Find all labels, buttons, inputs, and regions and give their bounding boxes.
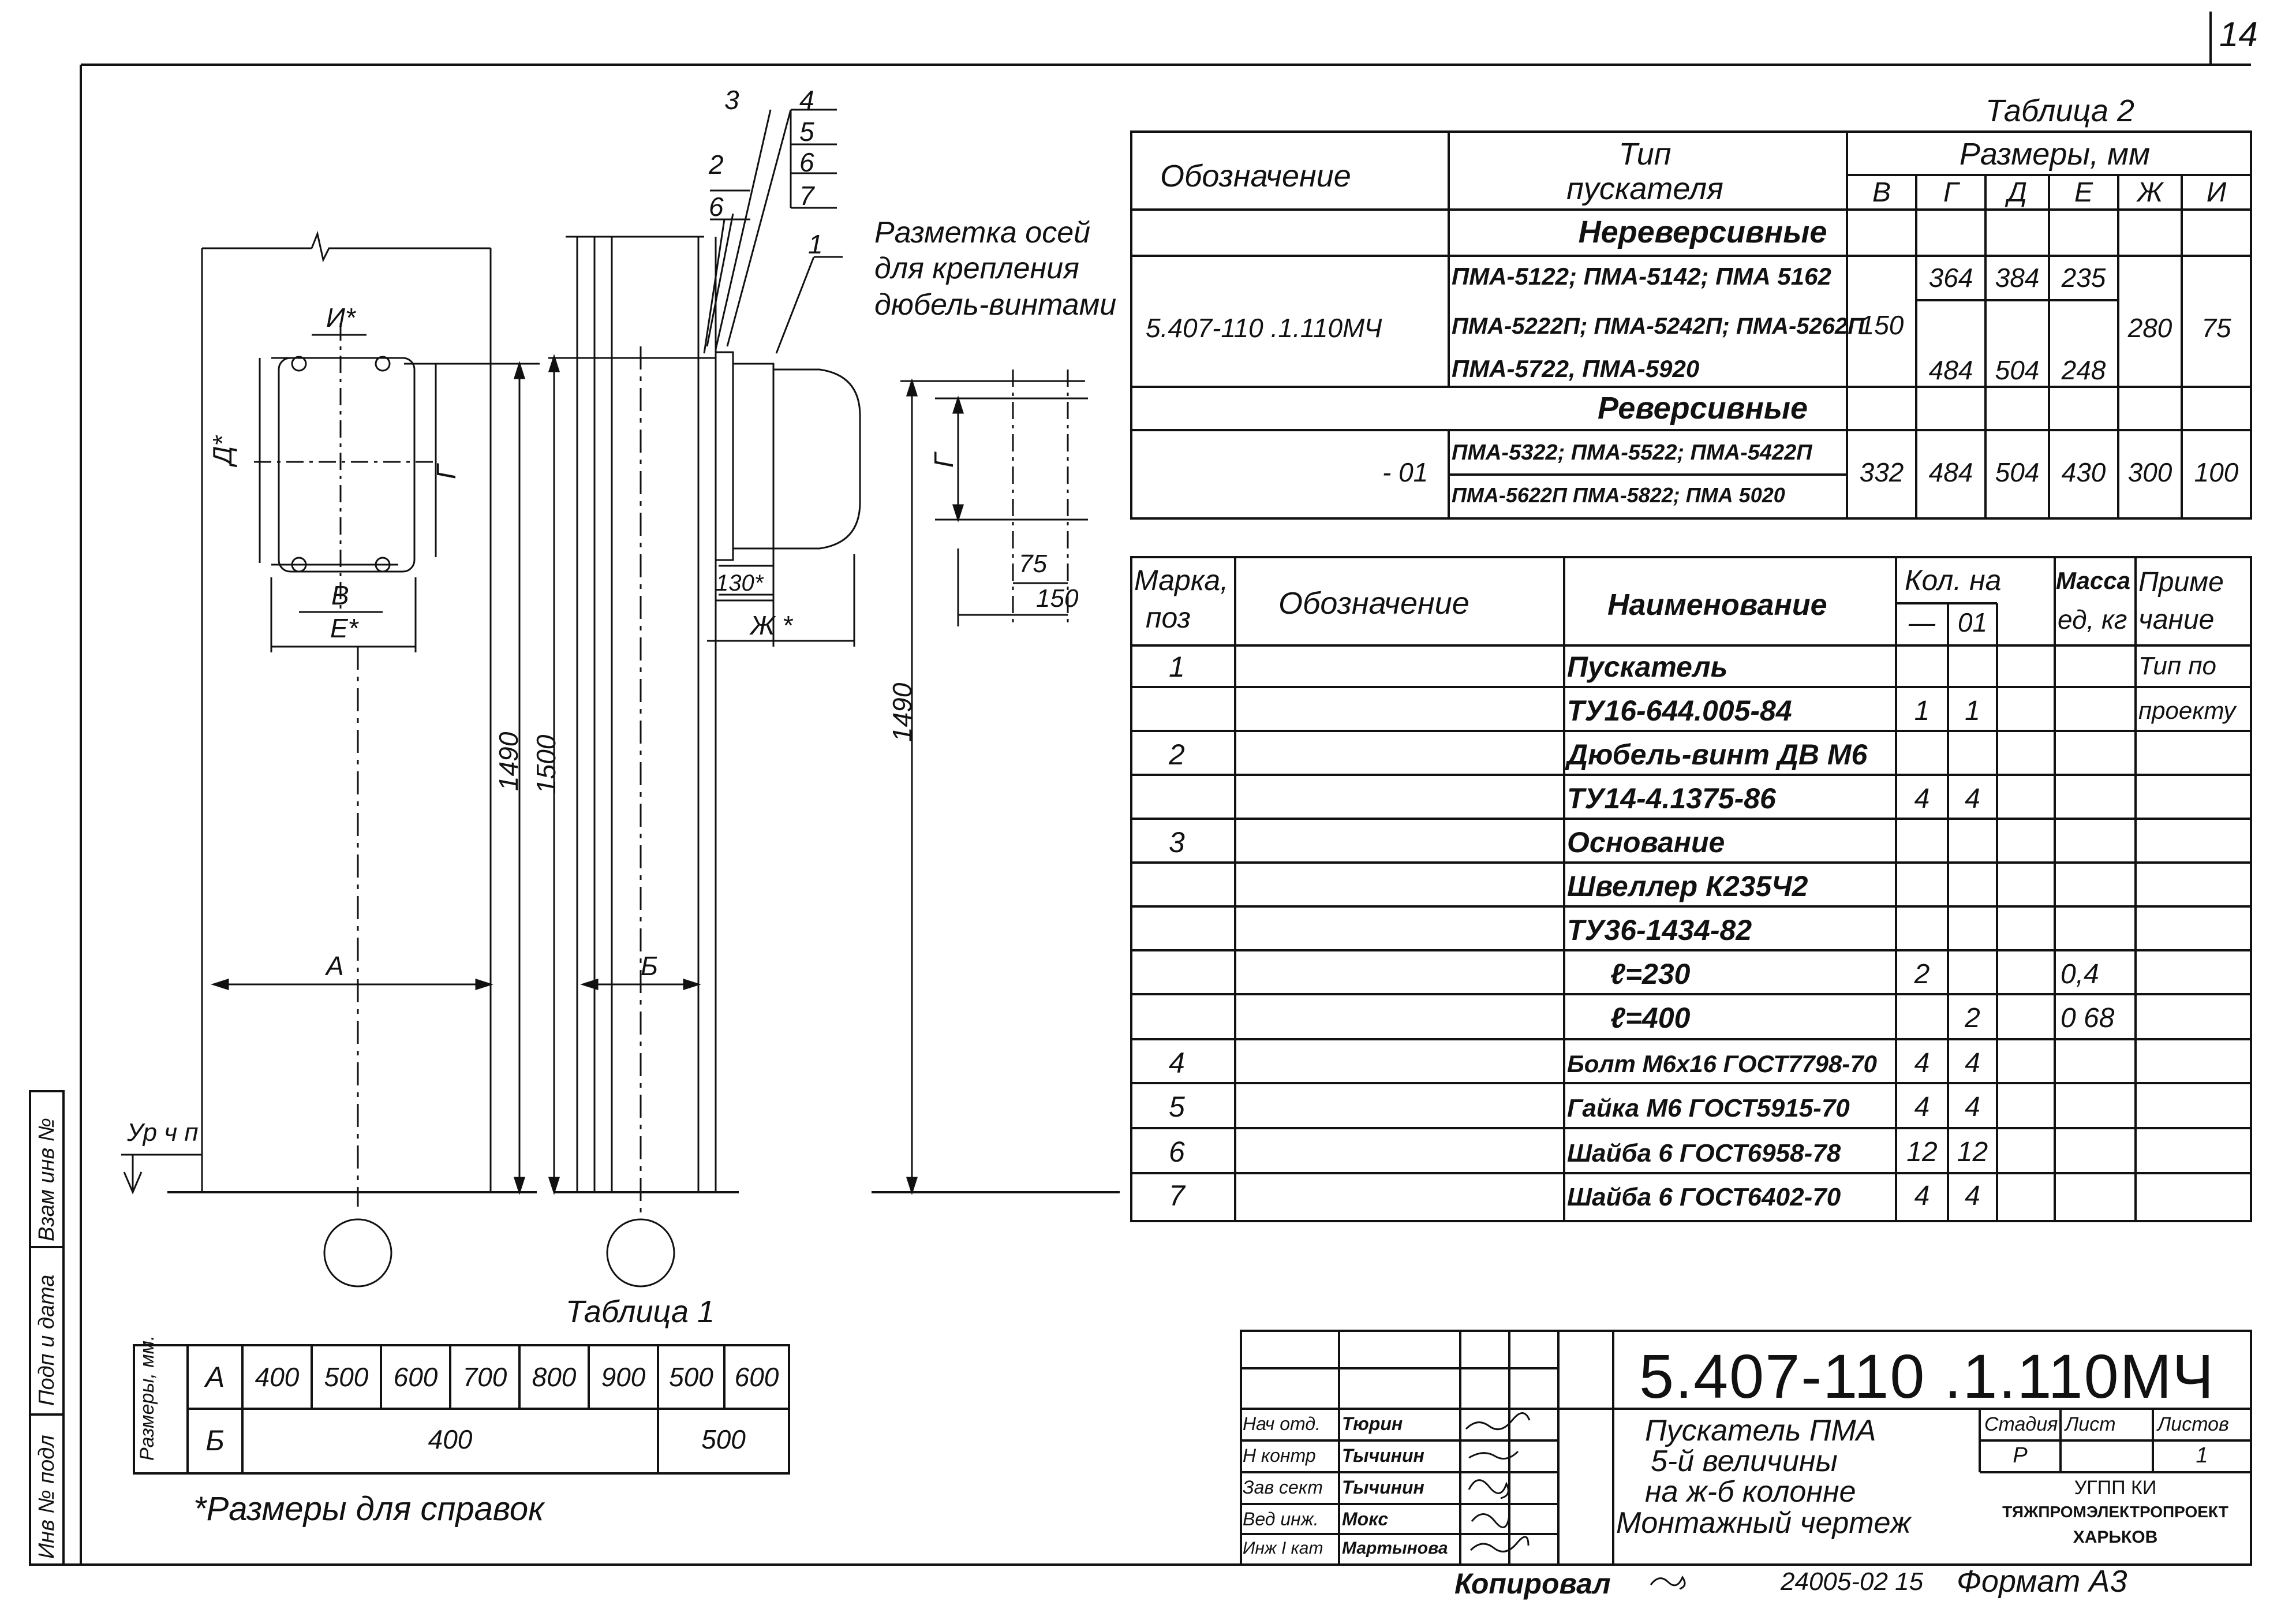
spec-row-name: ТУ36-1434-82 bbox=[1567, 914, 1752, 946]
spec-row-q2: 4 bbox=[1965, 1048, 1980, 1078]
spec-row-q2: 4 bbox=[1965, 1181, 1980, 1211]
spec-row-pos: 1 bbox=[1169, 651, 1185, 683]
t2-row1-designation: 5.407-110 .1.110МЧ bbox=[1146, 313, 1382, 343]
spec-h-note: Приме bbox=[2138, 567, 2224, 598]
spec-row-q2: 4 bbox=[1965, 783, 1980, 814]
spec-row-q1: 4 bbox=[1914, 1181, 1930, 1211]
t2-row1-type-2: ПМА-5222П; ПМА-5242П; ПМА-5262П bbox=[1452, 314, 1865, 339]
level-label: Ур ч п bbox=[127, 1118, 199, 1147]
stamp-role: Нач отд. bbox=[1243, 1413, 1321, 1434]
spec-h-qty: Кол. на bbox=[1905, 564, 2002, 596]
stamp-sheet-h: Лист bbox=[2065, 1413, 2116, 1435]
stamp-role: Зав сект bbox=[1243, 1477, 1323, 1498]
dim-a-label: А bbox=[326, 951, 344, 981]
spec-row-mass: 0,4 bbox=[2061, 959, 2099, 990]
t2-col-e: Е bbox=[2074, 177, 2093, 208]
stamp-name: Тюрин bbox=[1342, 1413, 1403, 1434]
t2-col-g: Г bbox=[1943, 177, 1959, 208]
spec-h-qty-b: 01 bbox=[1957, 607, 1988, 637]
dim-150-label: 150 bbox=[1036, 584, 1079, 613]
stamp-title-1: Пускатель ПМА bbox=[1645, 1414, 1876, 1447]
t1-a-value: 900 bbox=[601, 1362, 646, 1392]
leader-4: 4 bbox=[799, 85, 814, 115]
table-1-title: Таблица 1 bbox=[566, 1294, 715, 1329]
t2-group-1: Нереверсивные bbox=[1578, 215, 1827, 249]
spec-row-name: Шайба 6 ГОСТ6402-70 bbox=[1567, 1183, 1841, 1211]
t1-a-value: 700 bbox=[462, 1362, 507, 1392]
margin-label: Подп и дата bbox=[35, 1274, 59, 1406]
stamp-org-2: ТЯЖПРОМЭЛЕКТРОПРОЕКТ bbox=[2002, 1503, 2228, 1521]
axis-note bbox=[874, 215, 1116, 323]
spec-row-name: Швеллер К235Ч2 bbox=[1567, 870, 1808, 902]
dim-b-label: Б bbox=[641, 951, 658, 981]
t2-row2-designation: - 01 bbox=[1382, 457, 1429, 487]
stamp-stage: Р bbox=[2013, 1443, 2028, 1468]
stamp-sheets: 1 bbox=[2196, 1443, 2208, 1468]
stamp-title-3: на ж-б колонне bbox=[1645, 1475, 1856, 1509]
t2-row2-type-1: ПМА-5322; ПМА-5522; ПМА-5422П bbox=[1452, 441, 1812, 465]
spec-row-pos: 4 bbox=[1169, 1047, 1185, 1079]
spec-row-name: Гайка М6 ГОСТ5915-70 bbox=[1567, 1094, 1850, 1122]
spec-row-note: Тип по bbox=[2138, 652, 2217, 680]
spec-row-name: Дюбель-винт ДВ М6 bbox=[1567, 738, 1868, 771]
spec-row-name: Основание bbox=[1567, 826, 1725, 859]
leader-7: 7 bbox=[799, 181, 814, 211]
t2-row1-type-3: ПМА-5722, ПМА-5920 bbox=[1452, 355, 1700, 382]
t2-col-i: И bbox=[2206, 177, 2227, 208]
dim-75-label: 75 bbox=[1019, 550, 1047, 578]
t2-row1-zh: 280 bbox=[2127, 313, 2172, 343]
t1-a-value: 600 bbox=[734, 1362, 779, 1392]
spec-row-name: Пускатель bbox=[1567, 651, 1728, 683]
spec-row-name: Болт М6х16 ГОСТ7798-70 bbox=[1567, 1050, 1878, 1077]
dim-v-label: В bbox=[331, 580, 349, 610]
table-2-title: Таблица 2 bbox=[1985, 94, 2135, 128]
axis-note-line: дюбель-винтами bbox=[874, 288, 1117, 322]
spec-row-pos: 5 bbox=[1169, 1091, 1185, 1123]
t1-b-value: 400 bbox=[428, 1424, 473, 1454]
t2-row2-zh: 300 bbox=[2127, 457, 2172, 487]
axis-note-line: Разметка осей bbox=[874, 216, 1091, 249]
copied-label: Копировал bbox=[1454, 1568, 1611, 1600]
t2-header-type-2: пускателя bbox=[1566, 171, 1723, 206]
spec-row-q1: 1 bbox=[1914, 696, 1930, 726]
t1-row-a-label: А bbox=[205, 1361, 225, 1393]
sheet-code: 24005-02 15 bbox=[1781, 1568, 1924, 1596]
spec-h-mass: Масса bbox=[2056, 567, 2130, 594]
spec-row-name: ℓ=400 bbox=[1610, 1002, 1691, 1034]
stamp-sheets-h: Листов bbox=[2157, 1413, 2229, 1435]
spec-h-note2: чание bbox=[2138, 604, 2215, 635]
margin-label: Взам инв № bbox=[35, 1118, 59, 1241]
t2-row1-type-1: ПМА-5122; ПМА-5142; ПМА 5162 bbox=[1452, 263, 1831, 290]
stamp-role: Инж I кат bbox=[1243, 1539, 1323, 1558]
spec-row-q1: 2 bbox=[1914, 959, 1930, 990]
stamp-title-2: 5-й величины bbox=[1651, 1445, 1838, 1478]
t1-a-value: 800 bbox=[532, 1362, 577, 1392]
spec-row-pos: 7 bbox=[1169, 1180, 1185, 1212]
leader-5: 5 bbox=[799, 117, 814, 147]
spec-row-q1: 4 bbox=[1914, 783, 1930, 814]
leader-3: 3 bbox=[724, 85, 739, 115]
spec-row-note: проекту bbox=[2138, 697, 2236, 724]
spec-h-qty-a: — bbox=[1909, 607, 1935, 637]
spec-h-mass2: ед, кг bbox=[2058, 604, 2127, 635]
stamp-name: Тычинин bbox=[1342, 1445, 1424, 1466]
spec-row-q1: 4 bbox=[1914, 1048, 1930, 1078]
spec-row-q2: 12 bbox=[1957, 1137, 1988, 1167]
spec-h-mark: Марка, bbox=[1134, 564, 1229, 596]
t1-side-label: Размеры, мм. bbox=[136, 1335, 158, 1461]
t2-group-2: Реверсивные bbox=[1597, 391, 1808, 426]
t2-row1-e1: 235 bbox=[2061, 263, 2106, 293]
margin-label: Инв № подл bbox=[35, 1435, 59, 1559]
stamp-org-1: УГПП КИ bbox=[2074, 1477, 2157, 1499]
dim-i-label: И* bbox=[326, 303, 356, 333]
t2-col-zh: Ж bbox=[2137, 177, 2163, 208]
column-b-view bbox=[548, 110, 860, 1286]
axis-layout-view bbox=[872, 370, 1120, 1192]
leader-1: 1 bbox=[808, 229, 823, 259]
spec-row-q2: 2 bbox=[1965, 1003, 1980, 1033]
page-number: 14 bbox=[2219, 15, 2258, 54]
leader-6b: 6 bbox=[709, 192, 724, 222]
spec-row-name: Шайба 6 ГОСТ6958-78 bbox=[1567, 1139, 1841, 1167]
spec-row-name: ТУ16-644.005-84 bbox=[1567, 695, 1792, 727]
t1-a-value: 500 bbox=[324, 1362, 369, 1392]
t2-row1-d1: 384 bbox=[1995, 263, 2040, 293]
spec-row-name: ℓ=230 bbox=[1610, 958, 1691, 990]
stamp-code: 5.407-110 .1.110МЧ bbox=[1639, 1341, 2215, 1411]
t2-row2-v: 332 bbox=[1859, 457, 1904, 487]
spec-row-pos: 3 bbox=[1169, 826, 1185, 859]
stamp-org-3: ХАРЬКОВ bbox=[2073, 1528, 2158, 1547]
dim-d-label: Д* bbox=[207, 435, 237, 465]
t1-a-value: 500 bbox=[669, 1362, 713, 1392]
dim-g2-label: Г bbox=[929, 453, 959, 468]
spec-row-q1: 12 bbox=[1906, 1137, 1938, 1167]
spec-h-name: Наименование bbox=[1607, 588, 1827, 622]
t1-a-value: 400 bbox=[255, 1362, 300, 1392]
dim-1490-label: 1490 bbox=[493, 732, 523, 791]
t2-row1-g1: 364 bbox=[1928, 263, 1973, 293]
t2-row1-e2: 248 bbox=[2061, 355, 2106, 385]
t2-header-designation: Обозначение bbox=[1160, 159, 1351, 193]
leader-6a: 6 bbox=[799, 147, 814, 177]
t2-row1-i: 75 bbox=[2201, 313, 2231, 343]
stamp-name: Тычинин bbox=[1342, 1477, 1424, 1498]
t2-row1-g2: 484 bbox=[1928, 355, 1973, 385]
t2-row2-d: 504 bbox=[1995, 457, 2040, 487]
t2-header-sizes: Размеры, мм bbox=[1959, 137, 2151, 171]
t2-row1-v: 150 bbox=[1859, 310, 1904, 340]
spec-row-name: ТУ14-4.1375-86 bbox=[1567, 782, 1776, 815]
axis-note-line: для крепления bbox=[874, 252, 1079, 286]
stamp-title-4: Монтажный чертеж bbox=[1616, 1506, 1911, 1540]
stamp-name: Мартынова bbox=[1342, 1539, 1448, 1558]
dim-130-label: 130* bbox=[716, 570, 764, 596]
stamp-role: Вед инж. bbox=[1243, 1509, 1319, 1529]
t2-row2-type-2: ПМА-5622П ПМА-5822; ПМА 5020 bbox=[1452, 483, 1785, 507]
t1-b-value: 500 bbox=[701, 1424, 746, 1454]
t2-header-type-1: Тип bbox=[1618, 137, 1671, 171]
spec-row-mass: 0 68 bbox=[2061, 1003, 2115, 1033]
format-label: Формат А3 bbox=[1957, 1564, 2127, 1599]
dim-g-label: Г bbox=[431, 464, 461, 479]
t2-row2-i: 100 bbox=[2194, 457, 2239, 487]
t1-a-value: 600 bbox=[393, 1362, 438, 1392]
dim-1490b-label: 1490 bbox=[887, 682, 917, 742]
spec-row-q1: 4 bbox=[1914, 1092, 1930, 1122]
stamp-name: Мокс bbox=[1342, 1509, 1389, 1529]
footnote: *Размеры для справок bbox=[193, 1490, 544, 1528]
stamp-role: Н контр bbox=[1243, 1445, 1316, 1466]
t2-row2-e: 430 bbox=[2061, 457, 2106, 487]
leader-2: 2 bbox=[709, 150, 724, 180]
spec-h-designation: Обозначение bbox=[1278, 586, 1469, 621]
dim-1500-label: 1500 bbox=[531, 734, 561, 794]
spec-h-pos: поз bbox=[1146, 602, 1191, 634]
stamp-stage-h: Стадия bbox=[1984, 1413, 2058, 1435]
spec-row-pos: 2 bbox=[1169, 738, 1185, 771]
t1-row-b-label: Б bbox=[205, 1424, 225, 1457]
t2-col-d: Д bbox=[2007, 177, 2027, 208]
spec-row-q2: 4 bbox=[1965, 1092, 1980, 1122]
t2-col-v: В bbox=[1872, 177, 1891, 208]
dim-zh-label: Ж * bbox=[750, 610, 792, 640]
spec-row-pos: 6 bbox=[1169, 1136, 1185, 1168]
spec-row-q2: 1 bbox=[1965, 696, 1980, 726]
t2-row2-g: 484 bbox=[1928, 457, 1973, 487]
dim-e-label: Е* bbox=[330, 613, 358, 643]
t2-row1-d2: 504 bbox=[1995, 355, 2040, 385]
